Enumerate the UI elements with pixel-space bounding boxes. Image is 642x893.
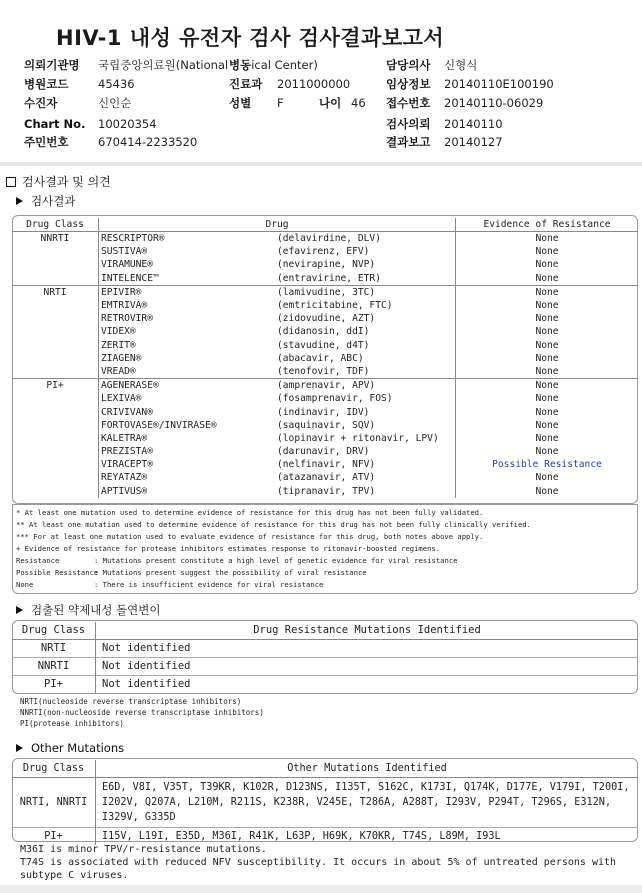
ward-label: 병동 xyxy=(229,58,252,72)
other-text: Other Mutations xyxy=(31,741,125,755)
drug-name-cell: KALETRA® xyxy=(101,432,148,444)
drug-name-cell: REYATAZ® xyxy=(101,472,148,484)
doctor-row xyxy=(386,56,478,74)
generic-name-cell: (tenofovir, TDF) xyxy=(275,365,456,379)
table-row xyxy=(12,258,638,271)
table-row xyxy=(12,445,638,458)
evidence-cell: None xyxy=(535,406,559,418)
abbreviation-line: NNRTI(non-nucleoside reverse transcriptase inhibitors) xyxy=(20,708,264,717)
drug-class-cell: NRTI xyxy=(12,640,96,658)
evidence-cell: None xyxy=(456,285,639,299)
evidence-cell: None xyxy=(535,432,559,444)
generic-name-cell: (efavirenz, EFV) xyxy=(275,245,456,258)
evidence-cell: None xyxy=(535,393,559,405)
drug-name-cell: VIRAMUNE® xyxy=(101,259,153,271)
table-row xyxy=(12,299,638,312)
evidence-cell: None xyxy=(535,485,559,497)
table-row xyxy=(12,352,638,365)
generic-name-cell: (darunavir, DRV) xyxy=(275,445,456,458)
legend-desc: : Mutations present constitute a high level of genetic evidence for viral resistance xyxy=(94,556,458,565)
results-opinion-text: 검사결과 및 의견 xyxy=(22,175,111,189)
clinical-row xyxy=(386,75,554,93)
legend-desc: : There is insufficient evidence for viral resistance xyxy=(94,580,324,589)
generic-name-cell: (saquinavir, SQV) xyxy=(275,419,456,432)
drug-name-cell: VIRACEPT® xyxy=(101,459,153,471)
drug-name-cell: EMTRIVA® xyxy=(101,300,148,312)
results-opinion-heading xyxy=(6,173,111,190)
drug-class-cell: NRTI xyxy=(12,285,99,378)
drug-name-cell: RETROVIR® xyxy=(101,313,153,325)
evidence-cell: None xyxy=(535,472,559,484)
other-heading xyxy=(16,741,124,755)
drug-class-cell: PI+ xyxy=(12,828,96,846)
mutation-cell: Not identified xyxy=(96,640,639,658)
results-heading xyxy=(16,193,75,209)
generic-name-cell: (nevirapine, NVP) xyxy=(275,258,456,271)
table-row xyxy=(12,379,638,393)
resident-row xyxy=(24,133,198,151)
legend-term: None xyxy=(16,580,34,589)
hospital-code-value: 45436 xyxy=(98,77,135,91)
doctor-value: 신형식 xyxy=(444,58,478,72)
receipt-value: 20140110-06029 xyxy=(444,96,544,110)
ward-overlap-value: ical Center) xyxy=(251,58,318,72)
table-row xyxy=(12,245,638,258)
evidence-cell: None xyxy=(535,313,559,325)
receipt-label: 접수번호 xyxy=(386,96,431,110)
drug-class-cell: PI+ xyxy=(12,379,99,498)
age-value: 46 xyxy=(351,96,366,110)
header-mutations: Drug Resistance Mutations Identified xyxy=(96,622,639,640)
evidence-cell: None xyxy=(535,339,559,351)
resistance-header-row xyxy=(12,218,638,232)
header-drug-class: Drug Class xyxy=(12,760,96,778)
generic-name-cell: (lopinavir + ritonavir, LPV) xyxy=(275,432,456,445)
abbreviations xyxy=(20,696,264,729)
drug-name-cell: ZIAGEN® xyxy=(101,352,142,364)
table-row xyxy=(12,485,638,498)
header-other-mutations: Other Mutations Identified xyxy=(96,760,639,778)
request-row xyxy=(386,115,503,133)
table-row xyxy=(12,272,638,286)
resident-label: 주민번호 xyxy=(24,135,69,149)
header-evidence: Evidence of Resistance xyxy=(456,218,639,232)
request-label: 검사의뢰 xyxy=(386,117,431,131)
note-line: ** At least one mutation used to determine evidence of resistance for this drug has not been fully clinically verified. xyxy=(16,520,531,529)
table-row xyxy=(12,640,638,658)
generic-name-cell: (zidovudine, AZT) xyxy=(275,312,456,325)
table-row xyxy=(12,676,638,694)
generic-name-cell: (fosamprenavir, FOS) xyxy=(275,392,456,405)
legend-term: Possible Resistance xyxy=(16,568,99,577)
evidence-cell: Possible Resistance xyxy=(492,459,602,471)
table-row xyxy=(12,285,638,299)
mutation-header-row xyxy=(12,622,638,640)
triangle-bullet-icon xyxy=(16,606,23,614)
dept-row xyxy=(229,75,351,93)
other-header-row xyxy=(12,760,638,778)
hospital-code-label: 병원코드 xyxy=(24,77,69,91)
institution-row xyxy=(24,56,229,74)
sex-age-row xyxy=(229,94,369,112)
drug-name-cell: RESCRIPTOR® xyxy=(101,233,165,245)
drug-class-cell: NNRTI xyxy=(12,658,96,676)
resistance-table-body xyxy=(12,232,638,498)
drug-name-cell: FORTOVASE®/INVIRASE® xyxy=(101,419,217,431)
evidence-cell: None xyxy=(535,233,559,245)
drug-name-cell: VREAD® xyxy=(101,365,136,377)
drug-name-cell: CRIVIVAN® xyxy=(101,406,153,418)
table-row xyxy=(12,471,638,484)
legend-line xyxy=(16,567,636,579)
examinee-row xyxy=(24,94,132,112)
mutation-table xyxy=(12,622,638,693)
evidence-cell: None xyxy=(535,300,559,312)
other-mutation-cell: E6D, V8I, V35T, T39KR, K102R, D123NS, I135T, S162C, K173I, Q174K, D177E, V179I, T200I, I202V, Q207A, L210M, R211S, K238R, V245E, T286A, A288T, I293V, P294T, T296S, E312N, I329V, G335D xyxy=(102,782,630,823)
drug-class-cell: NNRTI xyxy=(12,232,99,286)
chart-value: 10020354 xyxy=(98,117,157,131)
drug-name-cell: EPIVIR® xyxy=(99,285,276,299)
generic-name-cell: (nelfinavir, NFV) xyxy=(275,458,456,471)
drug-name-cell: ZERIT® xyxy=(101,339,136,351)
sex-value: F xyxy=(277,96,284,110)
report-date-label: 결과보고 xyxy=(386,135,431,149)
drug-name-cell: PREZISTA® xyxy=(101,446,153,458)
footer-divider xyxy=(0,885,642,893)
legend-line xyxy=(16,579,636,591)
header-drug: Drug xyxy=(99,218,456,232)
chart-label: Chart No. xyxy=(24,117,86,131)
generic-name-cell: (tipranavir, TPV) xyxy=(275,485,456,498)
drug-name-cell: APTIVUS® xyxy=(101,485,148,497)
footnote-line: T74S is associated with reduced NFV susceptibility. It occurs in about 5% of untreated persons with xyxy=(20,857,617,868)
age-label: 나이 xyxy=(319,96,342,110)
table-row xyxy=(12,458,638,471)
resistance-table xyxy=(12,218,638,498)
header-drug-class: Drug Class xyxy=(12,622,96,640)
evidence-cell: None xyxy=(456,379,639,393)
dept-overlap-row xyxy=(229,56,318,74)
other-mutation-cell: I15V, L19I, E35D, M36I, R41K, L63P, H69K, K70KR, T74S, L89M, I93L xyxy=(96,828,639,846)
chart-row xyxy=(24,115,157,133)
drug-class-cell: NRTI, NNRTI xyxy=(12,778,96,828)
table-row xyxy=(12,419,638,432)
note-line: * At least one mutation used to determine evidence of resistance for this drug has not been fully validated. xyxy=(16,508,484,517)
abbreviation-line: NRTI(nucleoside reverse transcriptase inhibitors) xyxy=(20,697,242,706)
table-row xyxy=(12,339,638,352)
detected-text: 검출된 약제내성 돌연변이 xyxy=(31,603,161,617)
hospital-code-row xyxy=(24,75,135,93)
evidence-cell: None xyxy=(535,446,559,458)
evidence-cell: None xyxy=(535,246,559,258)
table-row xyxy=(12,392,638,405)
legend-line xyxy=(16,555,636,567)
examinee-value: 신인순 xyxy=(98,96,132,110)
doctor-label: 담당의사 xyxy=(386,58,431,72)
report-date-value: 20140127 xyxy=(444,135,503,149)
table-row xyxy=(12,365,638,379)
footnote-line: M36I is minor TPV/r-resistance mutations. xyxy=(20,844,267,855)
drug-name-cell: LEXIVA® xyxy=(101,393,142,405)
dept-label: 진료과 xyxy=(229,77,263,91)
abbreviation-line: PI(protease inhibitors) xyxy=(20,719,124,728)
drug-name-cell: AGENERASE® xyxy=(99,379,276,393)
dept-value: 2011000000 xyxy=(277,77,351,91)
generic-name-cell: (entravirine, ETR) xyxy=(275,272,456,286)
evidence-cell: None xyxy=(535,419,559,431)
institution-label: 의뢰기관명 xyxy=(24,58,80,72)
receipt-row xyxy=(386,94,544,112)
evidence-cell: None xyxy=(535,326,559,338)
generic-name-cell: (indinavir, IDV) xyxy=(275,405,456,418)
legend-desc: : Mutations present suggest the possibility of viral resistance xyxy=(94,568,367,577)
drug-name-cell: INTELENCE™ xyxy=(101,272,159,284)
generic-name-cell: (abacavir, ABC) xyxy=(275,352,456,365)
sex-label: 성별 xyxy=(229,96,252,110)
report-title: HIV-1 내성 유전자 검사 검사결과보고서 xyxy=(56,26,445,50)
square-bullet-icon xyxy=(6,177,16,187)
note-line: *** For at least one mutation used to evaluate evidence of resistance for this drug, both notes above apply. xyxy=(16,532,484,541)
generic-name-cell: (emtricitabine, FTC) xyxy=(275,299,456,312)
header-drug-class: Drug Class xyxy=(12,218,99,232)
evidence-cell: None xyxy=(535,259,559,271)
clinical-value: 20140110E100190 xyxy=(444,77,554,91)
footnote-line: subtype C viruses. xyxy=(20,870,129,881)
generic-name-cell: (delavirdine, DLV) xyxy=(275,232,456,246)
evidence-cell: None xyxy=(535,365,559,377)
mutation-cell: Not identified xyxy=(96,658,639,676)
table-row xyxy=(12,658,638,676)
examinee-label: 수진자 xyxy=(24,96,58,110)
generic-name-cell: (amprenavir, APV) xyxy=(275,379,456,393)
mutation-cell: Not identified xyxy=(96,676,639,694)
generic-name-cell: (lamivudine, 3TC) xyxy=(275,285,456,299)
table-row xyxy=(12,325,638,338)
generic-name-cell: (didanosin, ddI) xyxy=(275,325,456,338)
detected-heading xyxy=(16,602,161,618)
drug-name-cell: SUSTIVA® xyxy=(101,246,148,258)
report-date-row xyxy=(386,133,503,151)
institution-value: 국립중앙의료원(National xyxy=(98,58,229,72)
table-row xyxy=(12,778,638,828)
table-row xyxy=(12,432,638,445)
header-divider xyxy=(0,162,642,166)
drug-name-cell: VIDEX® xyxy=(101,326,136,338)
table-row xyxy=(12,405,638,418)
legend-term: Resistance xyxy=(16,556,60,565)
evidence-cell: None xyxy=(535,272,559,284)
footnotes xyxy=(20,843,616,882)
evidence-cell: None xyxy=(535,352,559,364)
table-row xyxy=(12,232,638,246)
generic-name-cell: (stavudine, d4T) xyxy=(275,339,456,352)
generic-name-cell: (atazanavir, ATV) xyxy=(275,471,456,484)
resident-value: 670414-2233520 xyxy=(98,135,198,149)
triangle-bullet-icon xyxy=(16,744,23,752)
results-text: 검사결과 xyxy=(31,194,76,208)
drug-class-cell: PI+ xyxy=(12,676,96,694)
notes-block xyxy=(16,507,636,591)
clinical-label: 임상정보 xyxy=(386,77,431,91)
table-row xyxy=(12,312,638,325)
other-mutations-table xyxy=(12,760,638,845)
request-value: 20140110 xyxy=(444,117,503,131)
note-line: + Evidence of resistance for protease inhibitors estimates response to ritonavir-boosted regimens. xyxy=(16,544,441,553)
triangle-bullet-icon xyxy=(16,197,23,205)
